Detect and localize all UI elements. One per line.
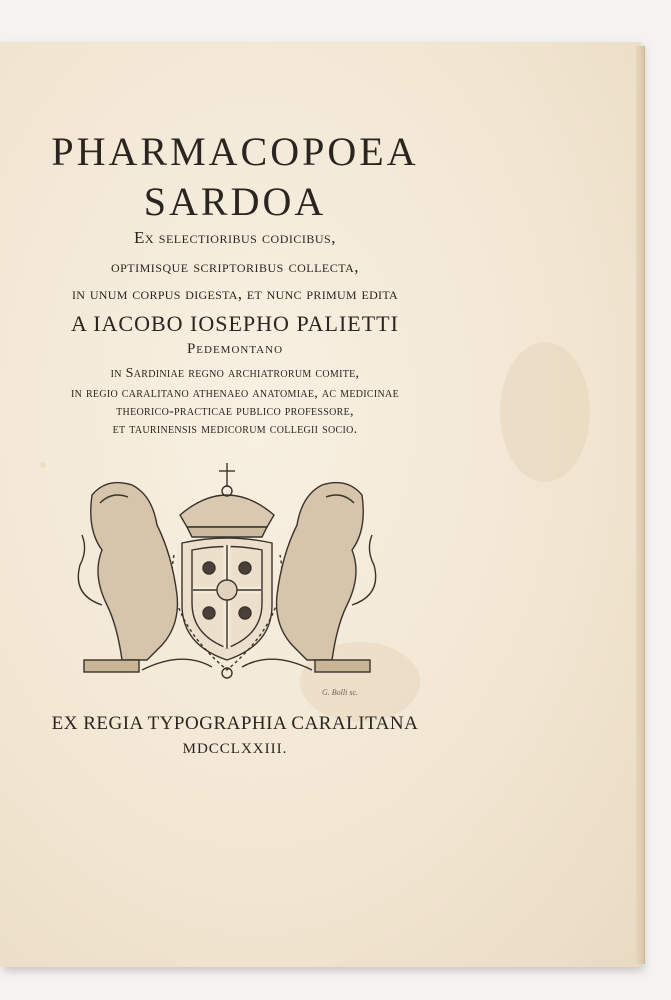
credential-line-2: in regio caralitano athenaeo anatomiae, ac medicinae xyxy=(71,386,399,401)
subtitle-line-2: optimisque scriptoribus collecta, xyxy=(110,257,360,276)
subtitle-line-3: in unum corpus digesta, et nunc primum edita xyxy=(72,284,398,303)
credential-line-1: in Sardiniae regno archiatrorum comite, xyxy=(110,366,360,381)
royal-coat-of-arms xyxy=(62,455,392,685)
subtitle-line-1: Ex selectioribus codicibus, xyxy=(134,228,336,247)
credential-line-3: theorico-practicae publico professore, xyxy=(116,404,354,419)
imprint-year: MDCCLXXIII. xyxy=(182,741,288,757)
engraver-signature: G. Bolli sc. xyxy=(322,688,358,697)
title-line-1: PHARMACOPOEA xyxy=(51,129,419,174)
page-edge xyxy=(636,46,645,964)
author-name: A IACOBO IOSEPHO PALIETTI xyxy=(71,311,399,336)
author-origin: Pedemontano xyxy=(186,341,284,357)
title-line-2: SARDOA xyxy=(143,179,327,224)
imprint-printer: EX REGIA TYPOGRAPHIA CARALITANA xyxy=(51,713,419,734)
credential-line-4: et taurinensis medicorum collegii socio. xyxy=(112,422,358,437)
